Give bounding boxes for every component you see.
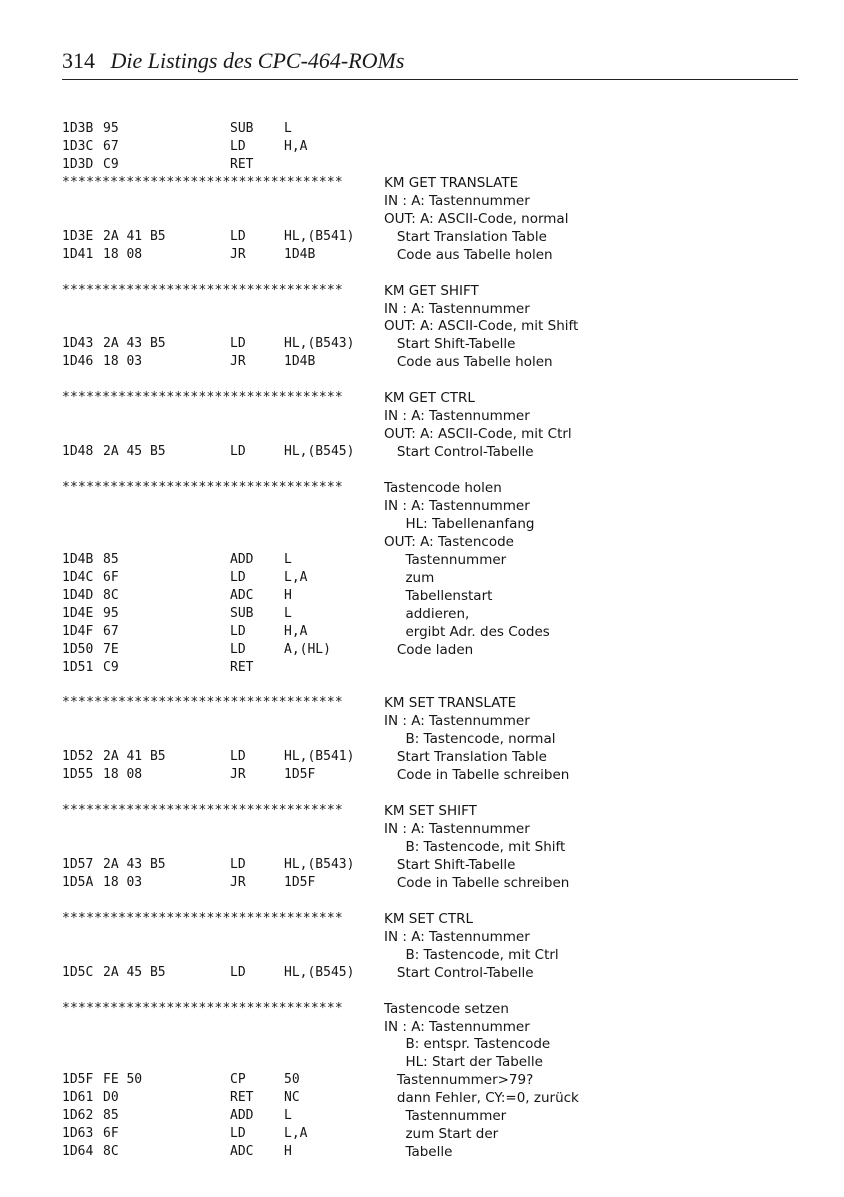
comment: IN : A: Tastennummer bbox=[384, 928, 530, 945]
mnemonic: CP bbox=[230, 1072, 246, 1088]
operand: H bbox=[284, 1144, 292, 1160]
address: 1D63 bbox=[62, 1126, 94, 1142]
opcode-bytes: 95 bbox=[103, 605, 119, 621]
comment: KM GET CTRL bbox=[384, 390, 475, 407]
section-separator-line bbox=[0, 174, 844, 192]
mnemonic: LD bbox=[230, 336, 246, 352]
operand: L bbox=[284, 605, 292, 621]
comment-line bbox=[0, 838, 844, 856]
blank-line bbox=[0, 892, 844, 910]
separator-stars: *********************************** bbox=[62, 282, 343, 298]
comment: Start Shift-Tabelle bbox=[384, 856, 516, 873]
operand: HL,(B543) bbox=[284, 336, 355, 352]
blank-line bbox=[0, 982, 844, 1000]
code-line bbox=[0, 246, 844, 264]
comment: Code in Tabelle schreiben bbox=[384, 767, 570, 784]
opcode-bytes: 18 08 bbox=[103, 246, 143, 262]
mnemonic: SUB bbox=[230, 605, 254, 621]
section-separator-line bbox=[0, 910, 844, 928]
comment: IN : A: Tastennummer bbox=[384, 408, 530, 425]
opcode-bytes: 2A 43 B5 bbox=[103, 336, 166, 352]
mnemonic: ADD bbox=[230, 551, 254, 567]
operand: L,A bbox=[284, 569, 308, 585]
code-line bbox=[0, 659, 844, 677]
section-separator-line bbox=[0, 694, 844, 712]
operand: NC bbox=[284, 1090, 300, 1106]
opcode-bytes: 2A 43 B5 bbox=[103, 856, 166, 872]
comment-line bbox=[0, 1053, 844, 1071]
code-line bbox=[0, 1089, 844, 1107]
mnemonic: LD bbox=[230, 749, 246, 765]
opcode-bytes: 85 bbox=[103, 1108, 119, 1124]
separator-stars: *********************************** bbox=[62, 803, 343, 819]
comment: B: Tastencode, mit Shift bbox=[384, 839, 566, 855]
mnemonic: RET bbox=[230, 1090, 254, 1106]
comment: IN : A: Tastennummer bbox=[384, 300, 530, 317]
opcode-bytes: 6F bbox=[103, 569, 119, 585]
code-line bbox=[0, 1107, 844, 1125]
code-line bbox=[0, 569, 844, 587]
comment-line bbox=[0, 730, 844, 748]
comment: addieren, bbox=[384, 605, 470, 622]
comment: HL: Start der Tabelle bbox=[384, 1054, 543, 1071]
address: 1D3D bbox=[62, 156, 94, 172]
address: 1D48 bbox=[62, 444, 94, 460]
operand: HL,(B543) bbox=[284, 856, 355, 872]
code-line bbox=[0, 1071, 844, 1089]
section-separator-line bbox=[0, 389, 844, 407]
comment: Tastencode setzen bbox=[384, 1000, 509, 1017]
operand: HL,(B545) bbox=[284, 964, 355, 980]
opcode-bytes: C9 bbox=[103, 659, 119, 675]
mnemonic: RET bbox=[230, 156, 254, 172]
operand: HL,(B545) bbox=[284, 444, 355, 460]
operand: L bbox=[284, 1108, 292, 1124]
opcode-bytes: 67 bbox=[103, 138, 119, 154]
comment-line bbox=[0, 1018, 844, 1036]
comment-line bbox=[0, 946, 844, 964]
comment: ergibt Adr. des Codes bbox=[384, 623, 550, 640]
comment: IN : A: Tastennummer bbox=[384, 713, 530, 730]
comment: KM SET CTRL bbox=[384, 910, 474, 927]
address: 1D41 bbox=[62, 246, 94, 262]
address: 1D43 bbox=[62, 336, 94, 352]
section-separator-line bbox=[0, 282, 844, 300]
address: 1D46 bbox=[62, 354, 94, 370]
address: 1D4D bbox=[62, 587, 94, 603]
comment: IN : A: Tastennummer bbox=[384, 1018, 530, 1035]
operand: H bbox=[284, 587, 292, 603]
comment: Start Control-Tabelle bbox=[384, 444, 534, 461]
mnemonic: JR bbox=[230, 874, 246, 890]
opcode-bytes: 67 bbox=[103, 623, 119, 639]
operand: 1D5F bbox=[284, 767, 316, 783]
comment: Tastennummer>79? bbox=[384, 1072, 534, 1089]
comment-line bbox=[0, 497, 844, 515]
comment: OUT: A: ASCII-Code, mit Shift bbox=[384, 318, 579, 335]
code-line bbox=[0, 641, 844, 659]
mnemonic: ADC bbox=[230, 1144, 254, 1160]
comment: Tastennummer bbox=[384, 551, 507, 568]
address: 1D4F bbox=[62, 623, 94, 639]
address: 1D52 bbox=[62, 749, 94, 765]
code-line bbox=[0, 551, 844, 569]
comment: KM SET TRANSLATE bbox=[384, 695, 517, 712]
code-line bbox=[0, 605, 844, 623]
operand: 1D5F bbox=[284, 874, 316, 890]
comment: KM GET SHIFT bbox=[384, 282, 479, 299]
mnemonic: JR bbox=[230, 767, 246, 783]
comment: Code aus Tabelle holen bbox=[384, 354, 553, 371]
comment: Start Control-Tabelle bbox=[384, 964, 534, 981]
separator-stars: *********************************** bbox=[62, 1000, 343, 1016]
code-line bbox=[0, 353, 844, 371]
opcode-bytes: 18 03 bbox=[103, 874, 143, 890]
opcode-bytes: D0 bbox=[103, 1090, 119, 1106]
address: 1D61 bbox=[62, 1090, 94, 1106]
opcode-bytes: 8C bbox=[103, 1144, 119, 1160]
opcode-bytes: C9 bbox=[103, 156, 119, 172]
operand: L bbox=[284, 551, 292, 567]
comment-line bbox=[0, 712, 844, 730]
page-number: 314 bbox=[62, 48, 95, 73]
comment-line bbox=[0, 928, 844, 946]
section-separator-line bbox=[0, 802, 844, 820]
address: 1D4E bbox=[62, 605, 94, 621]
blank-line bbox=[0, 784, 844, 802]
address: 1D5F bbox=[62, 1072, 94, 1088]
code-line bbox=[0, 1125, 844, 1143]
opcode-bytes: 7E bbox=[103, 641, 119, 657]
blank-line bbox=[0, 676, 844, 694]
comment: B: Tastencode, mit Ctrl bbox=[384, 946, 559, 963]
mnemonic: LD bbox=[230, 964, 246, 980]
address: 1D5A bbox=[62, 874, 94, 890]
opcode-bytes: 2A 41 B5 bbox=[103, 749, 166, 765]
mnemonic: ADD bbox=[230, 1108, 254, 1124]
mnemonic: LD bbox=[230, 138, 246, 154]
comment: Tabelle bbox=[384, 1144, 453, 1161]
comment: dann Fehler, CY:=0, zurück bbox=[384, 1090, 579, 1107]
comment: OUT: A: Tastencode bbox=[384, 533, 514, 550]
code-line bbox=[0, 228, 844, 246]
comment: B: entspr. Tastencode bbox=[384, 1036, 551, 1053]
address: 1D50 bbox=[62, 641, 94, 657]
comment: Tastennummer bbox=[384, 1108, 507, 1125]
mnemonic: SUB bbox=[230, 121, 254, 136]
mnemonic: ADC bbox=[230, 587, 254, 603]
operand: L bbox=[284, 121, 292, 136]
separator-stars: *********************************** bbox=[62, 910, 343, 926]
comment: OUT: A: ASCII-Code, mit Ctrl bbox=[384, 426, 572, 443]
comment: Code in Tabelle schreiben bbox=[384, 874, 570, 891]
comment: OUT: A: ASCII-Code, normal bbox=[384, 210, 569, 227]
mnemonic: LD bbox=[230, 856, 246, 872]
opcode-bytes: 2A 45 B5 bbox=[103, 444, 166, 460]
comment-line bbox=[0, 820, 844, 838]
code-line bbox=[0, 766, 844, 784]
opcode-bytes: 2A 45 B5 bbox=[103, 964, 166, 980]
address: 1D4B bbox=[62, 551, 94, 567]
comment: B: Tastencode, normal bbox=[384, 731, 556, 748]
address: 1D64 bbox=[62, 1144, 94, 1160]
address: 1D55 bbox=[62, 767, 94, 783]
comment: IN : A: Tastennummer bbox=[384, 497, 530, 514]
comment-line bbox=[0, 425, 844, 443]
separator-stars: *********************************** bbox=[62, 390, 343, 406]
comment: zum Start der bbox=[384, 1126, 499, 1143]
comment: Start Shift-Tabelle bbox=[384, 336, 516, 353]
code-line bbox=[0, 874, 844, 892]
comment-line bbox=[0, 515, 844, 533]
mnemonic: LD bbox=[230, 444, 246, 460]
operand: L,A bbox=[284, 1126, 308, 1142]
comment: Tastencode holen bbox=[384, 480, 502, 496]
code-line bbox=[0, 335, 844, 353]
address: 1D3C bbox=[62, 138, 94, 154]
blank-line bbox=[0, 264, 844, 282]
address: 1D51 bbox=[62, 659, 94, 675]
address: 1D4C bbox=[62, 569, 94, 585]
comment: Code laden bbox=[384, 641, 474, 658]
comment-line bbox=[0, 192, 844, 210]
code-line bbox=[0, 156, 844, 174]
mnemonic: LD bbox=[230, 1126, 246, 1142]
code-line bbox=[0, 623, 844, 641]
comment-line bbox=[0, 300, 844, 318]
comment-line bbox=[0, 533, 844, 551]
mnemonic: JR bbox=[230, 246, 246, 262]
address: 1D3E bbox=[62, 228, 94, 244]
code-line bbox=[0, 138, 844, 156]
mnemonic: LD bbox=[230, 228, 246, 244]
operand: 50 bbox=[284, 1072, 300, 1088]
address: 1D62 bbox=[62, 1108, 94, 1124]
code-line bbox=[0, 1143, 844, 1161]
separator-stars: *********************************** bbox=[62, 174, 343, 190]
opcode-bytes: 18 08 bbox=[103, 767, 143, 783]
opcode-bytes: FE 50 bbox=[103, 1072, 143, 1088]
code-line bbox=[0, 120, 844, 138]
opcode-bytes: 85 bbox=[103, 551, 119, 567]
mnemonic: RET bbox=[230, 659, 254, 675]
opcode-bytes: 8C bbox=[103, 587, 119, 603]
page-title: Die Listings des CPC-464-ROMs bbox=[110, 48, 405, 73]
blank-line bbox=[0, 461, 844, 479]
section-separator-line bbox=[0, 479, 844, 497]
operand: H,A bbox=[284, 138, 308, 154]
comment: IN : A: Tastennummer bbox=[384, 192, 530, 209]
opcode-bytes: 18 03 bbox=[103, 354, 143, 370]
comment: Start Translation Table bbox=[384, 228, 547, 245]
operand: H,A bbox=[284, 623, 308, 639]
operand: 1D4B bbox=[284, 246, 316, 262]
mnemonic: JR bbox=[230, 354, 246, 370]
comment: KM SET SHIFT bbox=[384, 803, 477, 820]
comment-line bbox=[0, 407, 844, 425]
mnemonic: LD bbox=[230, 569, 246, 585]
section-separator-line bbox=[0, 1000, 844, 1018]
operand: 1D4B bbox=[284, 354, 316, 370]
comment: zum bbox=[384, 569, 435, 586]
code-line bbox=[0, 587, 844, 605]
comment: Tabellenstart bbox=[384, 587, 493, 604]
code-line bbox=[0, 856, 844, 874]
separator-stars: *********************************** bbox=[62, 695, 343, 711]
operand: HL,(B541) bbox=[284, 228, 355, 244]
operand: HL,(B541) bbox=[284, 749, 355, 765]
comment: HL: Tabellenanfang bbox=[384, 515, 535, 532]
separator-stars: *********************************** bbox=[62, 480, 343, 495]
code-line bbox=[0, 443, 844, 461]
code-line bbox=[0, 748, 844, 766]
opcode-bytes: 6F bbox=[103, 1126, 119, 1142]
mnemonic: LD bbox=[230, 623, 246, 639]
opcode-bytes: 2A 41 B5 bbox=[103, 228, 166, 244]
comment-line bbox=[0, 317, 844, 335]
address: 1D57 bbox=[62, 856, 94, 872]
comment: IN : A: Tastennummer bbox=[384, 821, 530, 837]
opcode-bytes: 95 bbox=[103, 121, 119, 136]
comment-line bbox=[0, 1035, 844, 1053]
address: 1D3B bbox=[62, 121, 94, 136]
mnemonic: LD bbox=[230, 641, 246, 657]
address: 1D5C bbox=[62, 964, 94, 980]
comment: Start Translation Table bbox=[384, 749, 547, 766]
comment: KM GET TRANSLATE bbox=[384, 174, 519, 191]
blank-line bbox=[0, 371, 844, 389]
comment-line bbox=[0, 210, 844, 228]
comment: Code aus Tabelle holen bbox=[384, 246, 553, 263]
operand: A,(HL) bbox=[284, 641, 331, 657]
code-line bbox=[0, 964, 844, 982]
